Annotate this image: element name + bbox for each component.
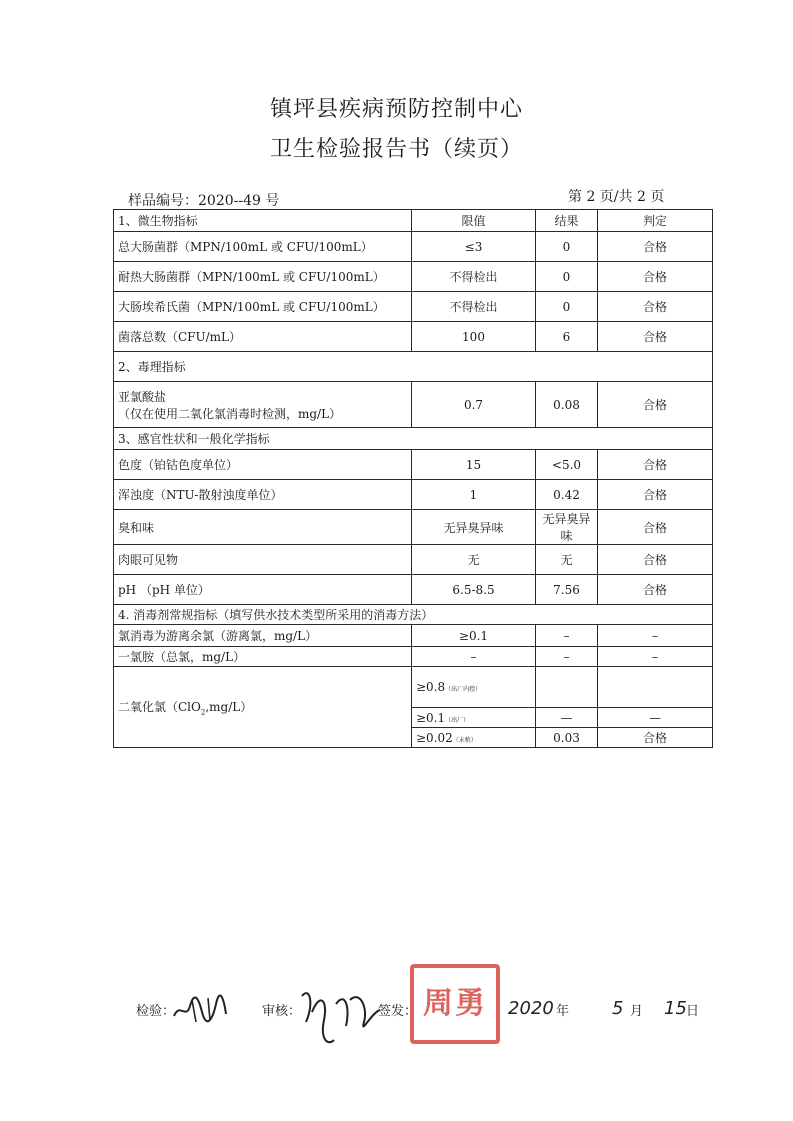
column-header-limit: 限值 xyxy=(412,210,536,232)
reviewer-label: 审核： xyxy=(262,1004,302,1019)
section-title: 4. 消毒剂常规指标（填写供水技术类型所采用的消毒方法） xyxy=(114,605,713,625)
item-name: pH （pH 单位） xyxy=(114,575,412,605)
date-year-label: 年 xyxy=(556,1004,570,1019)
date-month-handwritten: 5 xyxy=(612,998,624,1019)
judgement: 合格 xyxy=(598,292,713,322)
table-header-row xyxy=(114,210,713,232)
limit-value: 不得检出 xyxy=(412,292,536,322)
limit-note: （出厂内控） xyxy=(445,686,482,693)
section-title: 1、微生物指标 xyxy=(114,210,412,232)
reviewer-signature xyxy=(298,982,382,1052)
limit-value: ≤3 xyxy=(412,232,536,262)
item-name: 肉眼可见物 xyxy=(114,545,412,575)
limit-value: 6.5-8.5 xyxy=(412,575,536,605)
table-row xyxy=(114,322,713,352)
item-name: 耐热大肠菌群（MPN/100mL 或 CFU/100mL） xyxy=(114,262,412,292)
date-day-handwritten: 15 xyxy=(664,998,687,1019)
sample-number: 样品编号：2020--49 号 xyxy=(128,193,280,209)
item-name: 一氯胺（总氯，mg/L） xyxy=(114,647,412,667)
judgement: 合格 xyxy=(598,480,713,510)
result-value: 0 xyxy=(536,292,598,322)
section-row xyxy=(114,605,713,625)
table-row xyxy=(114,625,713,647)
result-value: 7.56 xyxy=(536,575,598,605)
judgement: 合格 xyxy=(598,322,713,352)
result-table xyxy=(113,209,713,748)
item-name-suffix: ,mg/L） xyxy=(205,699,253,714)
limit-value xyxy=(412,728,536,748)
judgement: 合格 xyxy=(598,575,713,605)
result-value: — xyxy=(536,708,598,728)
judgement: — xyxy=(598,708,713,728)
item-name xyxy=(114,667,412,748)
date-year-handwritten: 2020 xyxy=(508,998,554,1019)
limit-value xyxy=(412,708,536,728)
item-name: 氯消毒为游离余氯（游离氯，mg/L） xyxy=(114,625,412,647)
result-value: 0.03 xyxy=(536,728,598,748)
limit-note: （末梢） xyxy=(452,736,477,744)
result-value: 无异臭异味 xyxy=(536,510,598,545)
table-row xyxy=(114,545,713,575)
judgement xyxy=(598,667,713,708)
result-value: 6 xyxy=(536,322,598,352)
issuer-label: 签发： xyxy=(378,1004,418,1019)
limit-value: 无 xyxy=(412,545,536,575)
limit-value: 100 xyxy=(412,322,536,352)
judgement: 合格 xyxy=(598,262,713,292)
judgement: 合格 xyxy=(598,450,713,480)
section-row xyxy=(114,428,713,450)
date-day-label: 日 xyxy=(686,1004,700,1019)
item-name: 浑浊度（NTU-散射浊度单位） xyxy=(114,480,412,510)
item-name: 菌落总数（CFU/mL） xyxy=(114,322,412,352)
result-value: 0 xyxy=(536,232,598,262)
judgement: – xyxy=(598,625,713,647)
result-value xyxy=(536,667,598,708)
judgement: 合格 xyxy=(598,232,713,262)
result-value: – xyxy=(536,625,598,647)
limit-value: 15 xyxy=(412,450,536,480)
table-row xyxy=(114,382,713,428)
table-row xyxy=(114,667,713,708)
column-header-judge: 判定 xyxy=(598,210,713,232)
limit-number: ≥0.8 xyxy=(416,680,446,694)
item-name: 大肠埃希氏菌（MPN/100mL 或 CFU/100mL） xyxy=(114,292,412,322)
limit-number: ≥0.1 xyxy=(416,710,446,725)
table-row xyxy=(114,480,713,510)
limit-value: – xyxy=(412,647,536,667)
item-name: 臭和味 xyxy=(114,510,412,545)
table-row xyxy=(114,292,713,322)
item-name-line1: 亚氯酸盐 xyxy=(118,389,167,404)
section-title: 3、感官性状和一般化学指标 xyxy=(114,428,713,450)
result-value: 无 xyxy=(536,545,598,575)
stamp-text: 周勇 xyxy=(423,986,487,1021)
section-title: 2、毒理指标 xyxy=(114,352,713,382)
limit-value: 1 xyxy=(412,480,536,510)
date-month-label: 月 xyxy=(630,1004,644,1019)
limit-value: 0.7 xyxy=(412,382,536,428)
result-value: – xyxy=(536,647,598,667)
limit-value: 无异臭异味 xyxy=(412,510,536,545)
org-title: 镇坪县疾病预防控制中心 xyxy=(269,97,523,122)
page-info: 第 2 页/共 2 页 xyxy=(568,189,665,205)
limit-number: ≥0.02 xyxy=(416,730,453,745)
item-name-subscript: 2 xyxy=(200,708,206,717)
table-row xyxy=(114,262,713,292)
table-row xyxy=(114,510,713,545)
result-value: 0.42 xyxy=(536,480,598,510)
result-value: 0.08 xyxy=(536,382,598,428)
table-row xyxy=(114,232,713,262)
column-header-result: 结果 xyxy=(536,210,598,232)
table-row xyxy=(114,450,713,480)
item-name: 总大肠菌群（MPN/100mL 或 CFU/100mL） xyxy=(114,232,412,262)
report-title: 卫生检验报告书（续页） xyxy=(269,137,523,162)
item-name-line2: （仅在使用二氧化氯消毒时检测，mg/L） xyxy=(118,406,342,421)
limit-value: ≥0.1 xyxy=(412,625,536,647)
judgement: – xyxy=(598,647,713,667)
limit-note: （出厂） xyxy=(445,716,470,724)
result-value: <5.0 xyxy=(536,450,598,480)
judgement: 合格 xyxy=(598,728,713,748)
judgement: 合格 xyxy=(598,510,713,545)
table-row xyxy=(114,647,713,667)
limit-value xyxy=(412,667,536,708)
item-name xyxy=(114,382,412,428)
inspector-label: 检验： xyxy=(136,1004,176,1019)
issuer-stamp xyxy=(410,964,500,1044)
inspector-signature xyxy=(172,992,228,1026)
judgement: 合格 xyxy=(598,545,713,575)
judgement: 合格 xyxy=(598,382,713,428)
table-row xyxy=(114,575,713,605)
item-name-prefix: 二氧化氯（ClO xyxy=(118,699,201,714)
section-row xyxy=(114,352,713,382)
result-value: 0 xyxy=(536,262,598,292)
limit-value: 不得检出 xyxy=(412,262,536,292)
item-name: 色度（铂钴色度单位） xyxy=(114,450,412,480)
